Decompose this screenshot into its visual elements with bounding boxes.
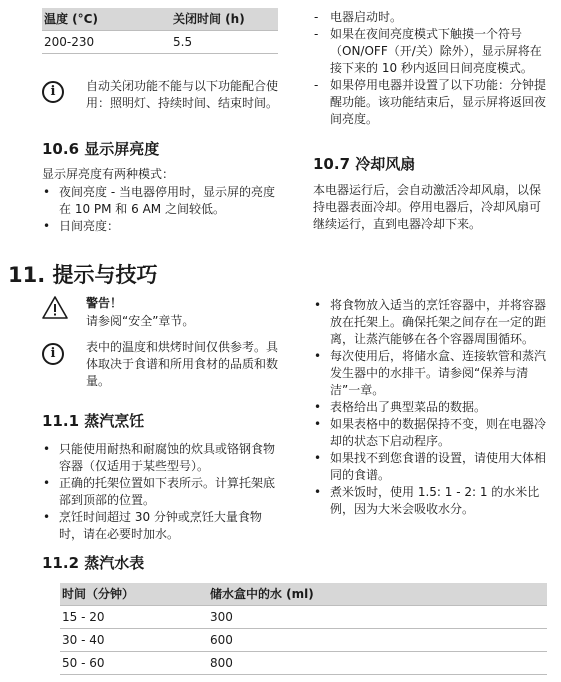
list-item: • 将食物放入适当的烹饪容器中，并将容器放在托架上。确保托架之间存在一定的距离，让蒸汽能够在各个容器周围循环。 [314,298,547,346]
info-icon: i [42,343,64,365]
cooling-fan-text: 本电器运行后，会自动激活冷却风扇，以保持电器表面冷却。停用电器后，冷却风扇可继续运行，直到电器冷却下来。 [313,183,542,231]
warning-text: 请参阅“安全”章节。 [86,314,195,328]
section-title-10-7: 10.7 冷却风扇 [313,155,416,173]
table-cell: 50 - 60 [60,652,208,675]
shutdown-table [42,8,278,54]
list-item: • 煮米饭时，使用 1.5: 1 - 2: 1 的水米比例，因为大米会吸收水分。 [314,485,540,516]
chapter-title-11: 11. 提示与技巧 [8,263,158,287]
list-item: - 如果停用电器并设置了以下功能：分钟提醒功能。该功能结束后，显示屏将返回夜间亮度。 [314,78,547,126]
warning-title: 警告！ [86,296,123,310]
table-header-row [42,8,278,31]
section-title-11-2: 11.2 蒸汽水表 [42,554,145,572]
list-item: • 只能使用耐热和耐腐蚀的炊具或铬钢食物容器（仅适用于某些型号）。 [43,442,276,473]
table-header-cell: 关闭时间 (h) [171,8,278,31]
table-row [42,31,278,54]
brightness-list [42,184,278,235]
auto-off-note: 自动关闭功能不能与以下功能配合使用：照明灯、持续时间、结束时间。 [86,79,279,110]
steam-tips-list [313,297,546,518]
table-cell: 300 [208,606,547,629]
list-item: • 表格给出了典型菜品的数据。 [314,400,487,414]
table-header-cell: 温度 (°C) [42,8,171,31]
reference-note: 表中的温度和烘烤时间仅供参考。具体取决于食谱和所用食材的品质和数量。 [86,340,279,388]
list-item: • 夜间亮度 - 当电器停用时，显示屏的亮度在 10 PM 和 6 AM 之间较低。 [43,185,275,216]
section-title-11-1: 11.1 蒸汽烹饪 [42,412,145,430]
table-row [60,652,547,675]
table-row [60,629,547,652]
list-item: • 如果找不到您食谱的设置，请使用大体相同的食谱。 [314,451,547,482]
table-header-cell: 储水盒中的水 (ml) [208,583,547,606]
list-item: • 每次使用后，将储水盒、连接软管和蒸汽发生器中的水排干。请参阅“保养与清洁”一章。 [314,349,547,397]
steam-cooking-list [42,441,278,543]
list-item: • 日间亮度： [43,219,120,233]
list-item: • 正确的托架位置如下表所示。计算托架底部到顶部的位置。 [43,476,276,507]
table-cell: 800 [208,652,547,675]
steam-water-table [60,583,547,675]
table-cell: 5.5 [171,31,278,54]
section-title-10-6: 10.6 显示屏亮度 [42,140,160,158]
brightness-intro: 显示屏亮度有两种模式： [42,167,175,181]
table-cell: 30 - 40 [60,629,208,652]
day-brightness-list [313,9,546,128]
table-header-cell: 时间（分钟） [60,583,208,606]
table-cell: 15 - 20 [60,606,208,629]
info-icon: i [42,81,64,103]
list-item: • 烹饪时间超过 30 分钟或烹饪大量食物时，请在必要时加水。 [43,510,262,541]
table-header-row [60,583,547,606]
table-cell: 600 [208,629,547,652]
list-item: • 如果表格中的数据保持不变，则在电器冷却的状态下启动程序。 [314,417,547,448]
list-item: - 电器启动时。 [314,10,403,24]
table-cell: 200-230 [42,31,171,54]
list-item: - 如果在夜间亮度模式下触摸一个符号（ON/OFF（开/关）除外），显示屏将在接下来的 10 秒内返回日间亮度模式。 [314,27,542,75]
warning-icon [41,295,69,320]
table-row [60,606,547,629]
